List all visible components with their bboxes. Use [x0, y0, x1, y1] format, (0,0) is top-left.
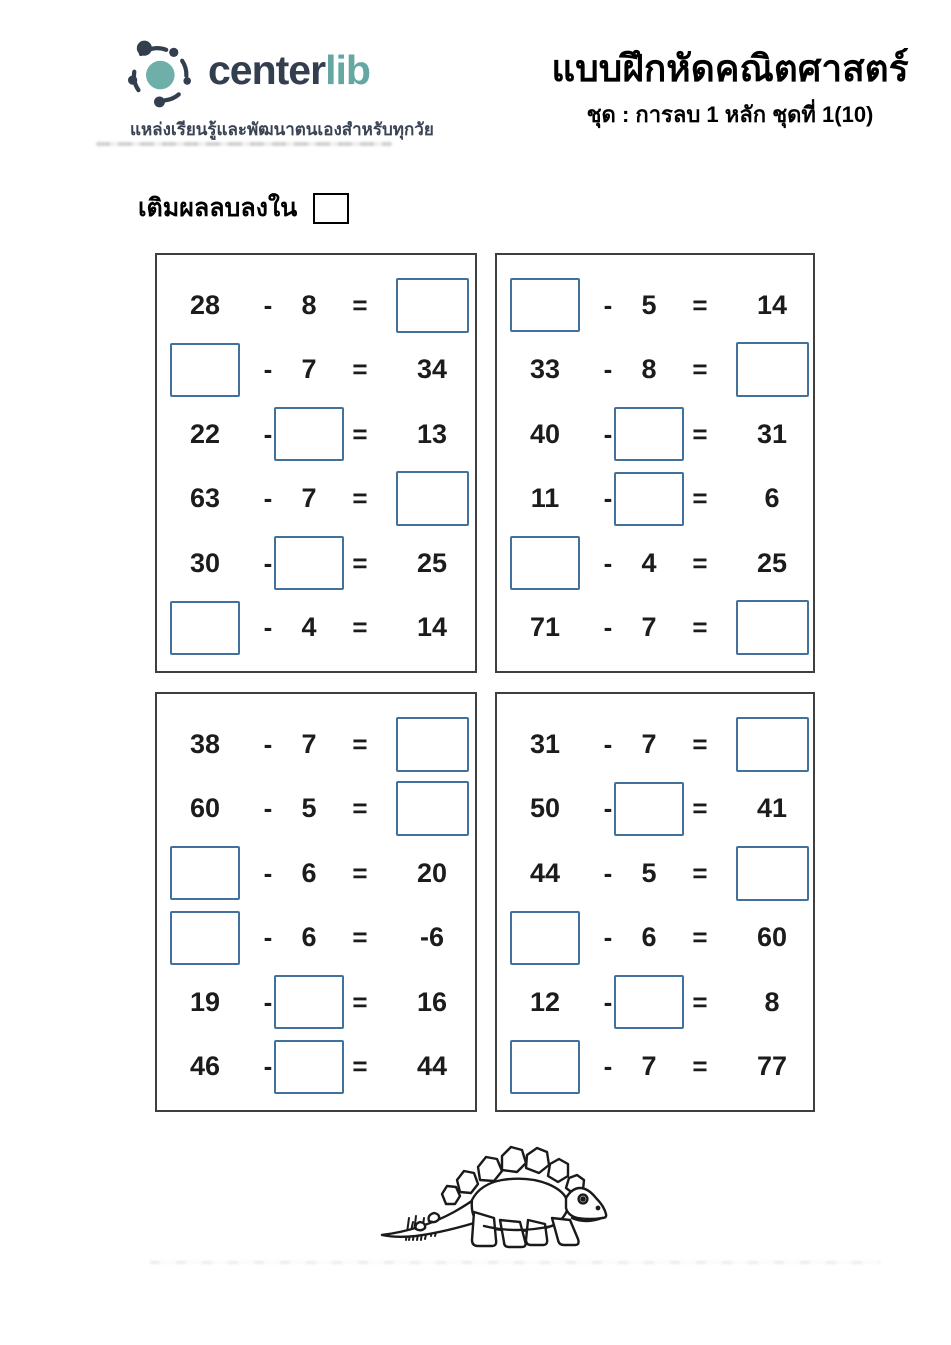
answer-box[interactable] [274, 536, 344, 590]
difference: 41 [756, 793, 788, 824]
equals-sign: = [352, 289, 368, 320]
equals-sign: = [692, 289, 708, 320]
equals-sign: = [692, 483, 708, 514]
answer-box[interactable] [736, 342, 809, 397]
minus-sign: - [263, 418, 273, 449]
equals-sign: = [692, 547, 708, 578]
answer-box[interactable] [614, 782, 684, 836]
answer-box[interactable] [170, 846, 240, 900]
problem-row [497, 906, 813, 971]
answer-box[interactable] [274, 407, 344, 461]
logo-word-center: center [208, 46, 326, 93]
equals-sign: = [352, 483, 368, 514]
minus-sign: - [263, 1051, 273, 1082]
answer-box[interactable] [510, 1040, 580, 1094]
minus-sign: - [603, 728, 613, 759]
equals-sign: = [352, 922, 368, 953]
minuend: 22 [189, 418, 221, 449]
problem-row [157, 531, 475, 596]
answer-box[interactable] [396, 717, 469, 772]
difference: 25 [756, 547, 788, 578]
equals-sign: = [352, 793, 368, 824]
subtrahend: 5 [641, 857, 657, 888]
difference: 44 [416, 1051, 448, 1082]
minus-sign: - [603, 483, 613, 514]
equals-sign: = [352, 418, 368, 449]
answer-box[interactable] [614, 975, 684, 1029]
subtrahend: 5 [641, 289, 657, 320]
minus-sign: - [263, 728, 273, 759]
equals-sign: = [352, 857, 368, 888]
difference: 8 [764, 986, 780, 1017]
problem-panel-1 [155, 253, 477, 673]
minus-sign: - [603, 922, 613, 953]
worksheet-title: แบบฝึกหัดคณิตศาสตร์ [551, 48, 909, 89]
difference: -6 [419, 922, 444, 953]
minus-sign: - [263, 857, 273, 888]
minus-sign: - [603, 418, 613, 449]
minus-sign: - [603, 1051, 613, 1082]
problem-row [157, 777, 475, 842]
answer-box[interactable] [396, 471, 469, 526]
problem-row [157, 906, 475, 971]
minus-sign: - [603, 547, 613, 578]
minuend: 46 [189, 1051, 221, 1082]
answer-box[interactable] [736, 600, 809, 655]
answer-box[interactable] [510, 911, 580, 965]
minus-sign: - [263, 547, 273, 578]
difference: 13 [416, 418, 448, 449]
difference: 60 [756, 922, 788, 953]
logo-tagline: แหล่งเรียนรู้และพัฒนาตนเองสำหรับทุกวัย [130, 120, 434, 139]
minus-sign: - [603, 793, 613, 824]
problem-row [157, 402, 475, 467]
logo-wordmark [208, 46, 370, 93]
stegosaurus-illustration [376, 1136, 610, 1254]
equals-sign: = [692, 857, 708, 888]
worksheet-grid [155, 253, 815, 1112]
minus-sign: - [263, 483, 273, 514]
equals-sign: = [692, 1051, 708, 1082]
faded-text-line [96, 142, 392, 146]
subtrahend: 4 [641, 547, 657, 578]
logo [118, 28, 434, 143]
equals-sign: = [352, 354, 368, 385]
sample-answer-box [313, 193, 349, 224]
minus-sign: - [263, 612, 273, 643]
answer-box[interactable] [614, 472, 684, 526]
problem-row [497, 273, 813, 338]
equals-sign: = [352, 1051, 368, 1082]
minus-sign: - [263, 986, 273, 1017]
difference: 25 [416, 547, 448, 578]
minus-sign: - [263, 354, 273, 385]
problem-row [497, 402, 813, 467]
problem-row [497, 777, 813, 842]
equals-sign: = [692, 986, 708, 1017]
answer-box[interactable] [736, 717, 809, 772]
subtrahend: 7 [641, 1051, 657, 1082]
difference: 6 [764, 483, 780, 514]
subtrahend: 7 [301, 728, 317, 759]
equals-sign: = [692, 793, 708, 824]
difference: 14 [416, 612, 448, 643]
equals-sign: = [352, 986, 368, 1017]
minuend: 30 [189, 547, 221, 578]
equals-sign: = [352, 728, 368, 759]
difference: 77 [756, 1051, 788, 1082]
answer-box[interactable] [274, 1040, 344, 1094]
answer-box[interactable] [170, 911, 240, 965]
equals-sign: = [692, 612, 708, 643]
minus-sign: - [603, 354, 613, 385]
minuend: 38 [189, 728, 221, 759]
problem-row [157, 841, 475, 906]
problem-panel-2 [495, 253, 815, 673]
problem-row [157, 712, 475, 777]
answer-box[interactable] [736, 846, 809, 901]
problem-row [497, 596, 813, 661]
minus-sign: - [603, 986, 613, 1017]
minuend: 63 [189, 483, 221, 514]
equals-sign: = [352, 612, 368, 643]
minus-sign: - [603, 857, 613, 888]
minuend: 11 [530, 483, 560, 514]
difference: 16 [416, 986, 448, 1017]
minuend: 31 [529, 728, 561, 759]
answer-box[interactable] [170, 601, 240, 655]
problem-row [497, 1035, 813, 1100]
logo-word-lib: lib [325, 46, 370, 93]
difference: 20 [416, 857, 448, 888]
difference: 34 [416, 354, 448, 385]
minuend: 28 [189, 289, 221, 320]
worksheet-title-block [520, 48, 940, 132]
instruction-row [138, 188, 349, 228]
faded-footer-line [150, 1261, 880, 1264]
minuend: 60 [189, 793, 221, 824]
answer-box[interactable] [170, 343, 240, 397]
subtrahend: 7 [641, 612, 657, 643]
problem-panel-4 [495, 692, 815, 1112]
minuend: 19 [189, 986, 221, 1017]
worksheet-subtitle: ชุด : การลบ 1 หลัก ชุดที่ 1(10) [586, 101, 874, 127]
difference: 14 [756, 289, 788, 320]
subtrahend: 7 [641, 728, 657, 759]
minus-sign: - [603, 612, 613, 643]
minus-sign: - [603, 289, 613, 320]
minuend: 44 [529, 857, 561, 888]
subtrahend: 6 [301, 857, 317, 888]
problem-row [497, 531, 813, 596]
minus-sign: - [263, 289, 273, 320]
minuend: 12 [529, 986, 561, 1017]
difference: 31 [756, 418, 788, 449]
answer-box[interactable] [510, 536, 580, 590]
subtrahend: 6 [301, 922, 317, 953]
answer-box[interactable] [614, 407, 684, 461]
equals-sign: = [352, 547, 368, 578]
problem-row [157, 970, 475, 1035]
instruction-label: เติมผลลบลงใน [138, 194, 298, 222]
subtrahend: 8 [301, 289, 317, 320]
equals-sign: = [692, 418, 708, 449]
answer-box[interactable] [510, 278, 580, 332]
answer-box[interactable] [274, 975, 344, 1029]
problem-row [157, 273, 475, 338]
minuend: 40 [529, 418, 561, 449]
equals-sign: = [692, 922, 708, 953]
minus-sign: - [263, 793, 273, 824]
problem-row [157, 1035, 475, 1100]
minus-sign: - [263, 922, 273, 953]
minuend: 33 [529, 354, 561, 385]
problem-row [497, 712, 813, 777]
subtrahend: 7 [301, 483, 317, 514]
minuend: 71 [529, 612, 561, 643]
subtrahend: 7 [301, 354, 317, 385]
problem-row [497, 338, 813, 403]
subtrahend: 6 [641, 922, 657, 953]
answer-box[interactable] [396, 278, 469, 333]
problem-row [157, 338, 475, 403]
problem-row [497, 970, 813, 1035]
subtrahend: 5 [301, 793, 317, 824]
subtrahend: 8 [641, 354, 657, 385]
answer-box[interactable] [396, 781, 469, 836]
problem-row [497, 841, 813, 906]
minuend: 50 [529, 793, 561, 824]
problem-row [497, 467, 813, 532]
equals-sign: = [692, 728, 708, 759]
subtrahend: 4 [301, 612, 317, 643]
equals-sign: = [692, 354, 708, 385]
problem-panel-3 [155, 692, 477, 1112]
problem-row [157, 596, 475, 661]
problem-row [157, 467, 475, 532]
centerlib-logo-icon [118, 28, 206, 112]
